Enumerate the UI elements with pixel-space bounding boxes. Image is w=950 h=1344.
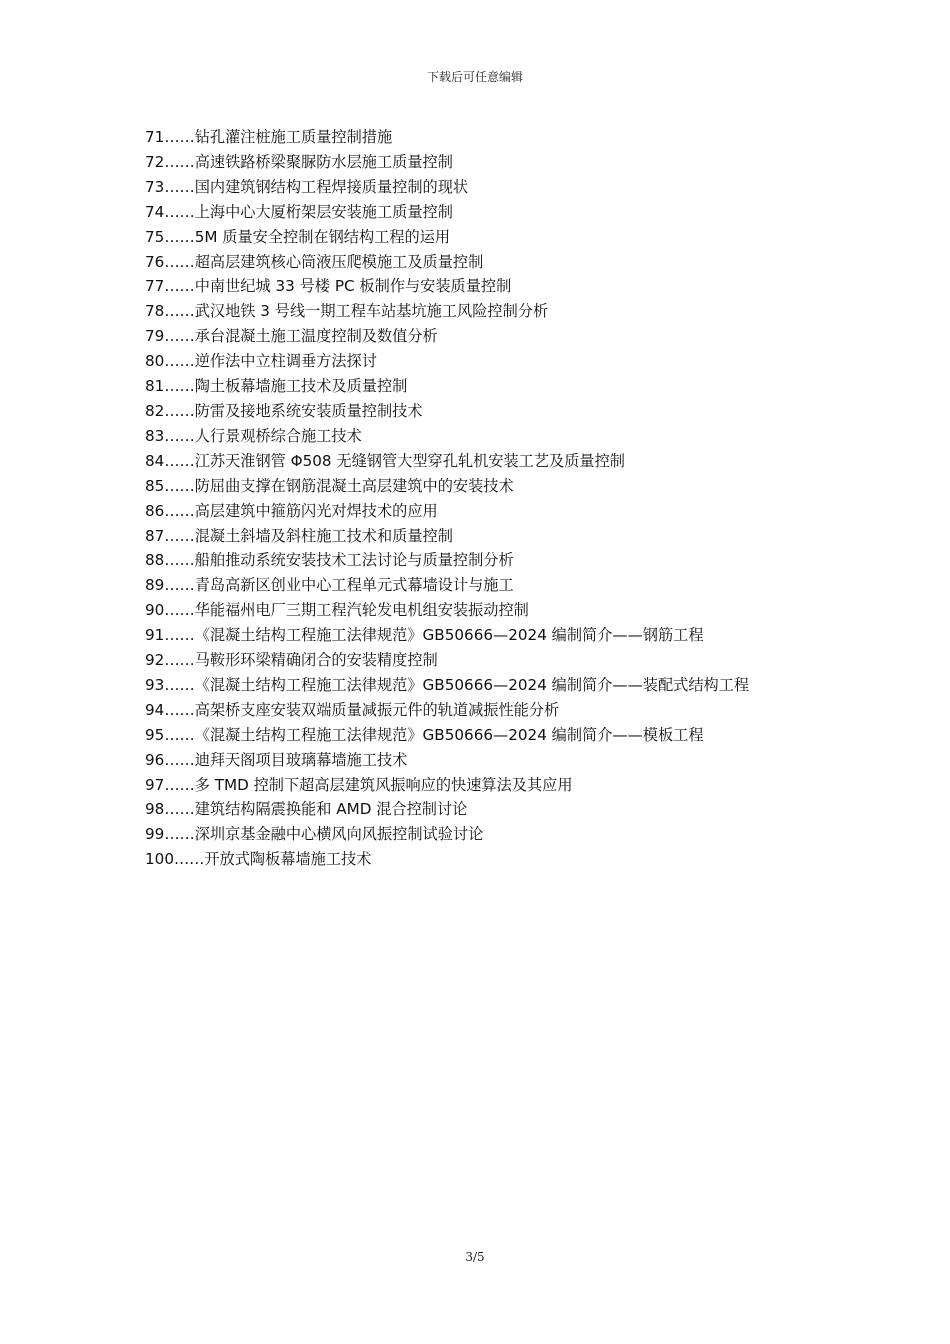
list-item: 75……5M 质量安全控制在钢结构工程的运用 xyxy=(145,227,451,246)
page-number: 3/5 xyxy=(465,1250,485,1264)
list-item: 84……江苏天淮钢管 Φ508 无缝钢管大型穿孔轧机安装工艺及质量控制 xyxy=(145,451,625,470)
list-item: 98……建筑结构隔震换能和 AMD 混合控制讨论 xyxy=(145,800,468,819)
list-item: 100……开放式陶板幕墙施工技术 xyxy=(145,850,372,869)
list-item: 73……国内建筑钢结构工程焊接质量控制的现状 xyxy=(145,177,469,196)
list-item: 72……高速铁路桥梁聚脲防水层施工质量控制 xyxy=(145,152,453,171)
list-item: 86……高层建筑中箍筋闪光对焊技术的应用 xyxy=(145,501,438,520)
list-item: 88……船舶推动系统安装技术工法讨论与质量控制分析 xyxy=(145,551,514,570)
list-item: 80……逆作法中立柱调垂方法探讨 xyxy=(145,352,377,371)
list-item: 71……钻孔灌注桩施工质量控制措施 xyxy=(145,128,393,146)
article-list xyxy=(145,125,815,872)
list-item: 92……马鞍形环梁精确闭合的安装精度控制 xyxy=(145,651,438,670)
list-item: 81……陶土板幕墙施工技术及质量控制 xyxy=(145,377,408,396)
list-item: 83……人行景观桥综合施工技术 xyxy=(145,426,362,445)
list-item: 97……多 TMD 控制下超高层建筑风振响应的快速算法及其应用 xyxy=(145,775,573,794)
list-item: 89……青岛高新区创业中心工程单元式幕墙设计与施工 xyxy=(145,576,514,595)
list-item: 96……迪拜天阁项目玻璃幕墙施工技术 xyxy=(145,750,408,769)
list-item: 93……《混凝土结构工程施工法律规范》GB50666—2024 编制简介——装配式结构工程 xyxy=(145,675,750,694)
page-header: 下载后可任意编辑 xyxy=(426,70,523,84)
list-item: 82……防雷及接地系统安装质量控制技术 xyxy=(145,401,423,420)
list-item: 79……承台混凝土施工温度控制及数值分析 xyxy=(145,327,438,346)
list-item: 76……超高层建筑核心筒液压爬模施工及质量控制 xyxy=(145,252,484,271)
list-item: 87……混凝土斜墙及斜柱施工技术和质量控制 xyxy=(145,526,453,545)
list-item: 77……中南世纪城 33 号楼 PC 板制作与安装质量控制 xyxy=(145,277,512,296)
list-item: 85……防屈曲支撑在钢筋混凝土高层建筑中的安装技术 xyxy=(145,476,514,495)
list-item: 90……华能福州电厂三期工程汽轮发电机组安装振动控制 xyxy=(145,601,529,620)
list-item: 94……高架桥支座安装双端质量减振元件的轨道减振性能分析 xyxy=(145,700,560,719)
list-item: 99……深圳京基金融中心横风向风振控制试验讨论 xyxy=(145,825,484,844)
list-item: 78……武汉地铁 3 号线一期工程车站基坑施工风险控制分析 xyxy=(145,302,549,321)
list-item: 95……《混凝土结构工程施工法律规范》GB50666—2024 编制简介——模板工程 xyxy=(145,725,704,744)
list-item: 74……上海中心大厦桁架层安装施工质量控制 xyxy=(145,202,453,221)
list-item: 91……《混凝土结构工程施工法律规范》GB50666—2024 编制简介——钢筋工程 xyxy=(145,626,704,645)
